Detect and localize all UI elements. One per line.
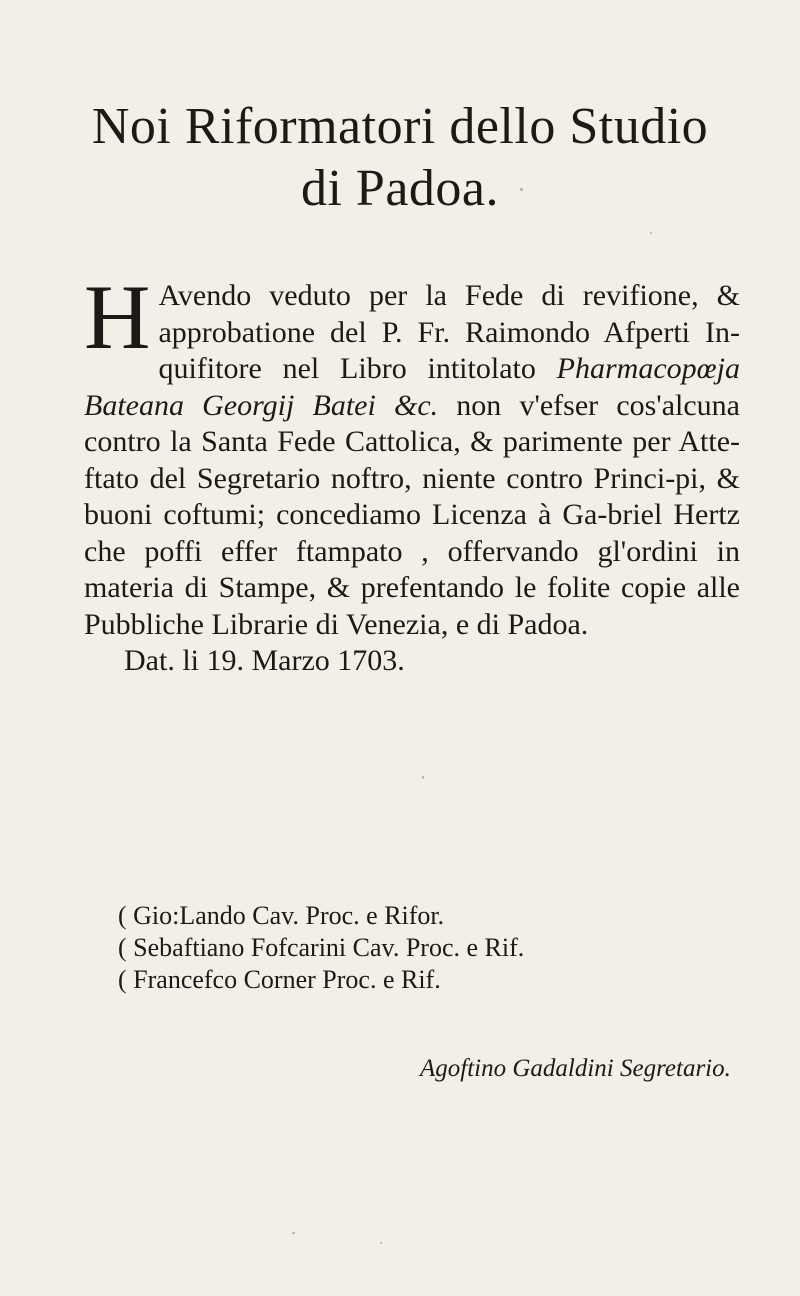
- signatory-2: ( Sebaftiano Fofcarini Cav. Proc. e Rif.: [118, 933, 525, 962]
- signatory-3: ( Francefco Corner Proc. e Rif.: [118, 965, 441, 994]
- signatories-list: [118, 900, 718, 996]
- book-title: Pharmacopœja Bateana Georgij Batei: [84, 352, 740, 422]
- paragraph-text-2: non v'efser cos'alcuna contro la Santa Fede Cattolica, & parimente per Atte-ftato del Segretario noftro, niente contro Princi-pi, & buoni coftumi; concediamo Licenza à Ga-briel Hertz che poffi effer ftampato , offervando gl'ordini in materia di Stampe, & prefentando le folite copie alle Pubbliche Librarie di Venezia, e di Padoa.: [84, 388, 740, 641]
- paragraph-text-1: Avendo veduto per la Fede di revifione, & approbatione del P. Fr. Raimondo Afperti In-quifitore nel Libro intitolato: [158, 279, 740, 385]
- etcetera: &c.: [375, 388, 439, 422]
- title-line-2: di Padoa.: [300, 160, 500, 217]
- paper-speck: [422, 776, 424, 779]
- paper-speck: [292, 1232, 295, 1234]
- page-title: [0, 96, 800, 220]
- license-paragraph: [84, 266, 740, 680]
- paper-speck: [380, 1242, 382, 1244]
- paper-speck: [520, 188, 523, 191]
- drop-cap: H: [84, 266, 151, 368]
- signatory-1: ( Gio:Lando Cav. Proc. e Rifor.: [118, 901, 445, 930]
- paper-speck: [650, 232, 652, 234]
- secretary-signature: Agoftino Gadaldini Segretario.: [420, 1055, 731, 1082]
- title-line-1: Noi Riformatori dello Studio: [91, 98, 709, 155]
- date-line: Dat. li 19. Marzo 1703.: [124, 644, 405, 677]
